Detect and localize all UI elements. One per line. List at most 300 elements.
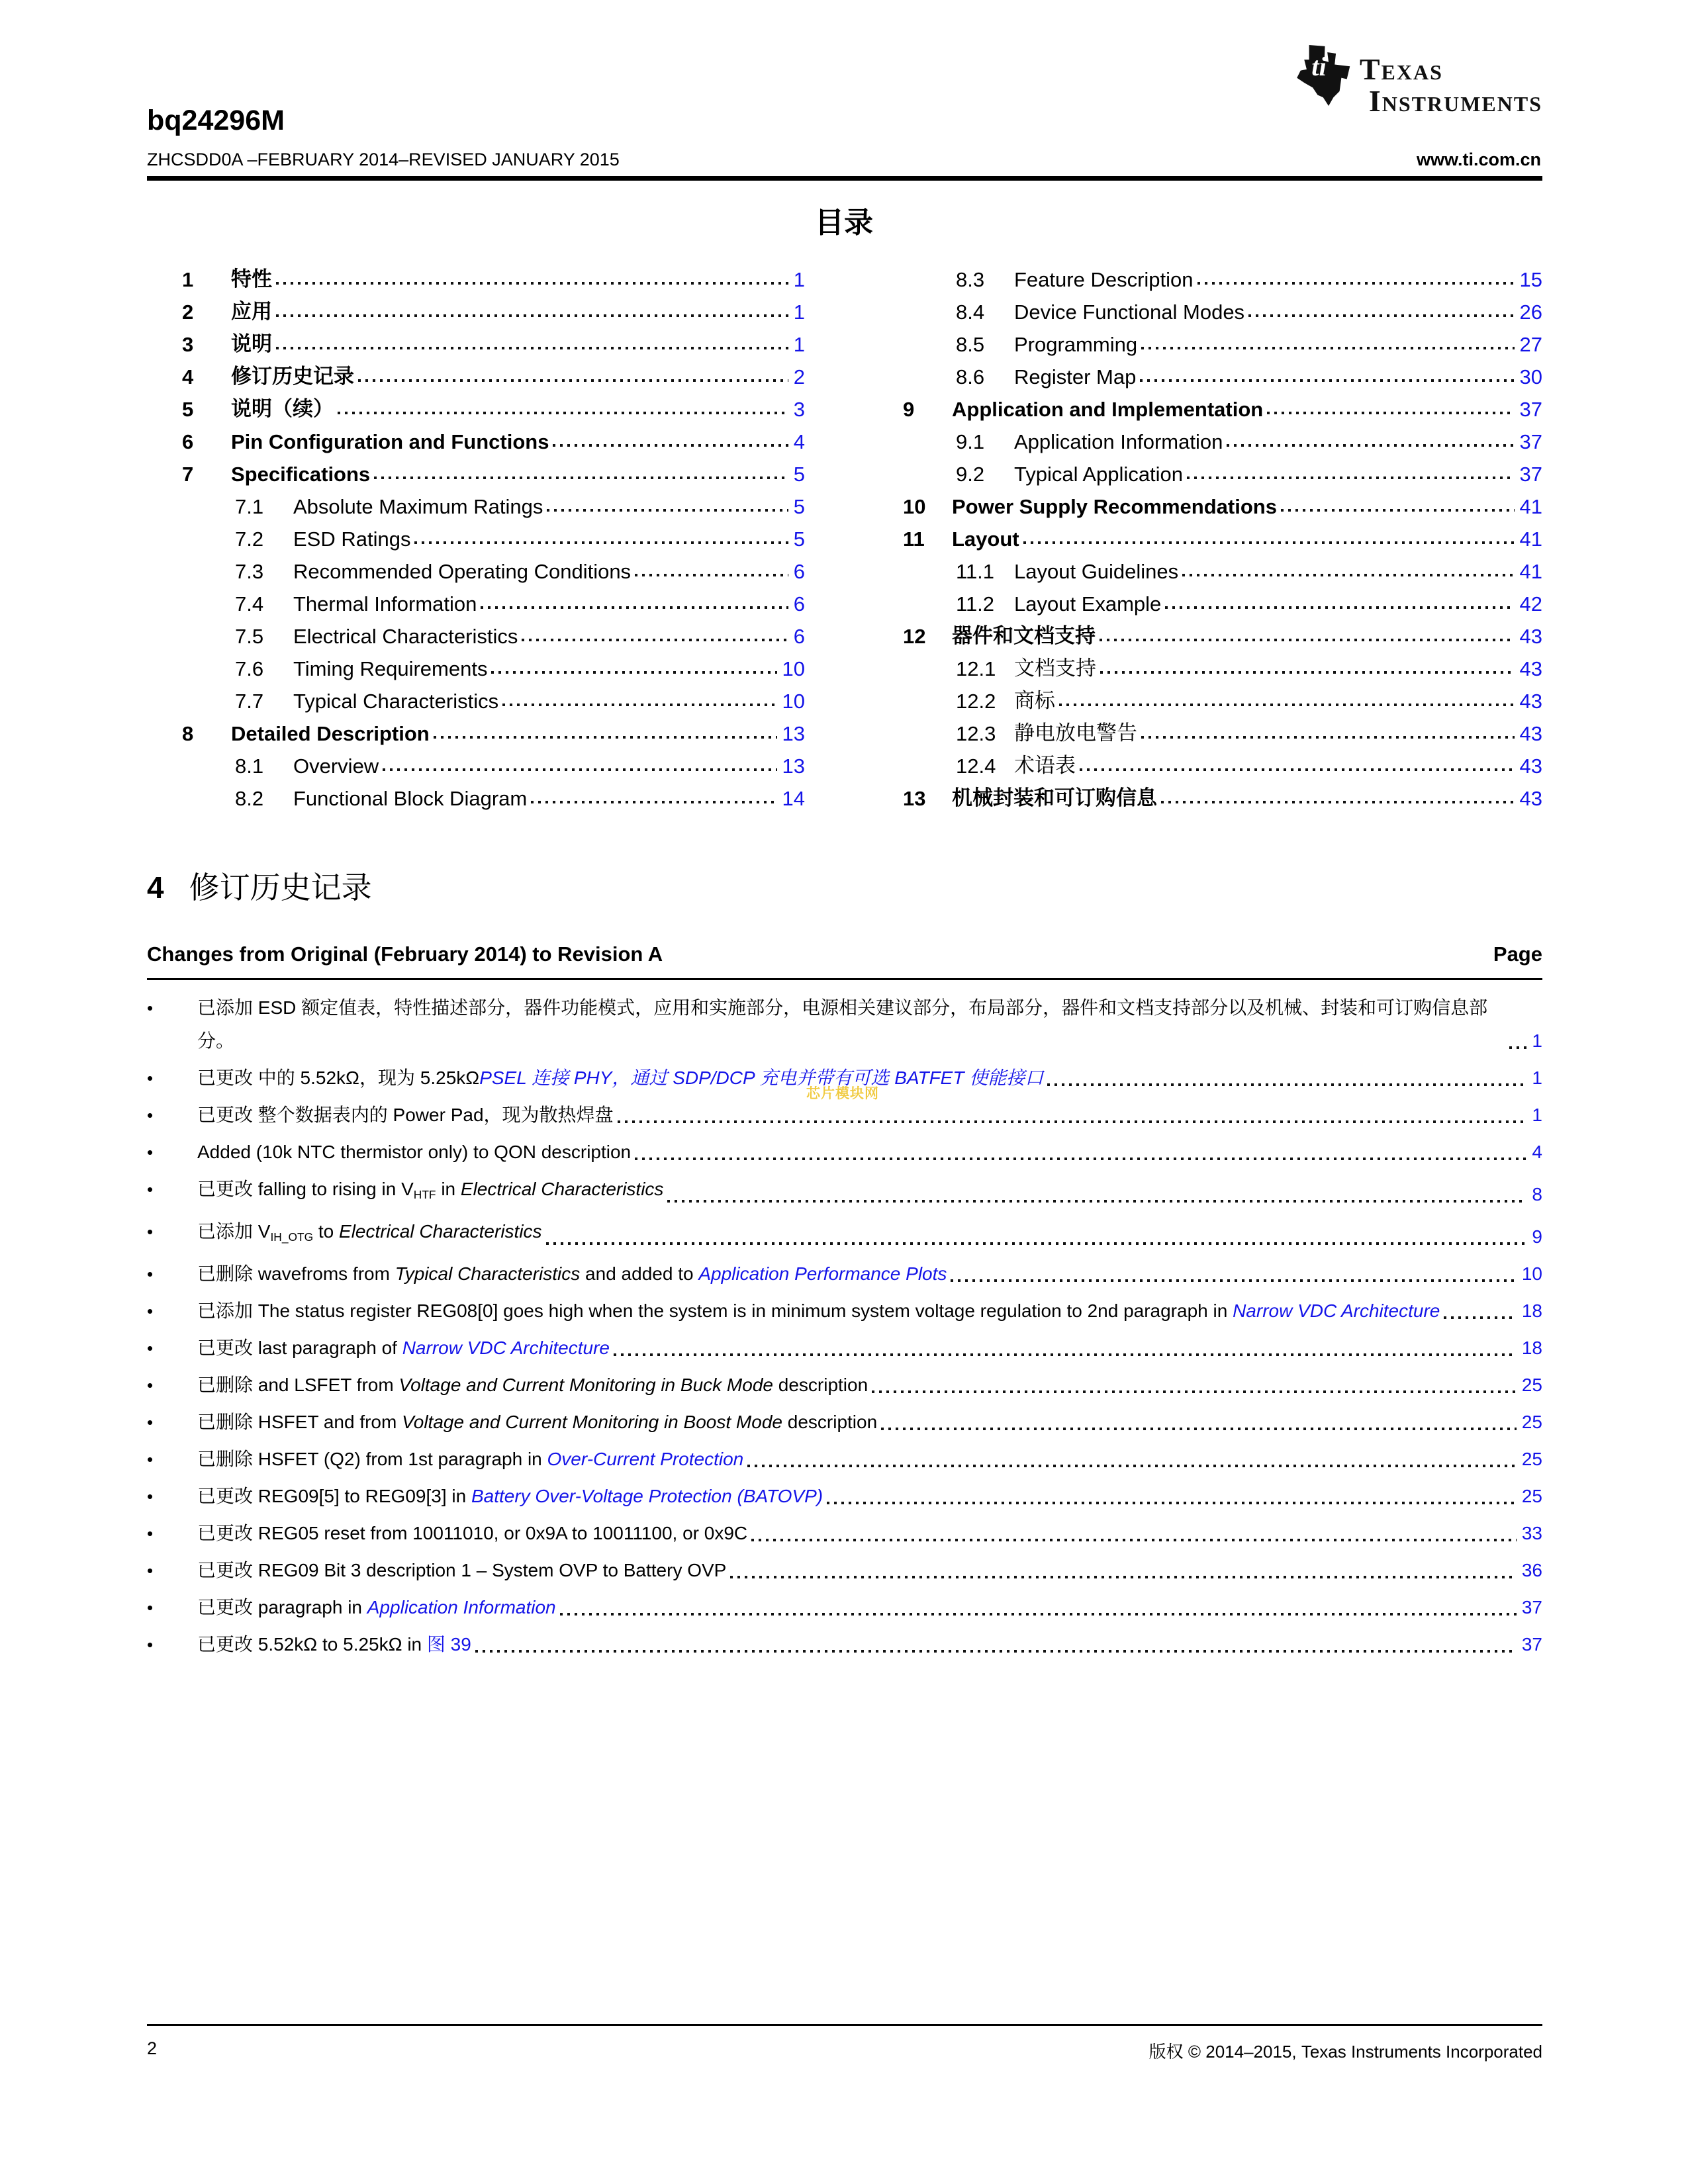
revision-text-segment: 已更改 REG09 Bit 3 description 1 – System OVP to Battery OVP xyxy=(197,1559,727,1580)
toc-page-link[interactable]: 43 xyxy=(1519,625,1542,648)
bullet-icon: • xyxy=(147,1486,154,1506)
toc-entry-label: Power Supply Recommendations xyxy=(952,495,1277,518)
toc-entry-label: 文档支持 xyxy=(1014,657,1096,680)
revision-page-link[interactable]: 18 xyxy=(1521,1337,1542,1358)
toc-page-link[interactable]: 43 xyxy=(1519,754,1542,778)
toc-entry[interactable] xyxy=(903,551,1542,584)
revision-text-segment: description xyxy=(782,1411,878,1432)
revision-dot-leader xyxy=(951,1279,1516,1282)
ti-website-link[interactable]: www.ti.com.cn xyxy=(1416,150,1541,169)
toc-entry-number: 2 xyxy=(182,300,194,324)
toc-entry[interactable] xyxy=(903,746,1542,778)
toc-dot-leader xyxy=(276,314,788,317)
toc-entry-number: 8.2 xyxy=(235,787,264,810)
toc-entry-number: 7.2 xyxy=(235,527,264,551)
revision-text-segment: Narrow VDC Architecture xyxy=(1233,1300,1440,1321)
revision-page-link[interactable]: 37 xyxy=(1521,1596,1542,1617)
revision-text xyxy=(197,1099,614,1132)
toc-entry-number: 11 xyxy=(903,527,925,551)
footer-copyright: 版权 © 2014–2015, Texas Instruments Incorporated xyxy=(1149,2042,1542,2062)
toc-entry[interactable] xyxy=(903,389,1542,422)
toc-dot-leader xyxy=(1059,704,1515,706)
toc-page-link[interactable]: 14 xyxy=(782,787,805,810)
bullet-icon: • xyxy=(147,998,154,1018)
toc-page-link[interactable]: 43 xyxy=(1519,787,1542,810)
toc-right-column xyxy=(903,259,1542,811)
toc-page-link[interactable]: 13 xyxy=(782,754,805,778)
revision-dot-leader xyxy=(827,1502,1517,1504)
toc-entry-number: 7.4 xyxy=(235,592,264,615)
toc-entry-number: 7.6 xyxy=(235,657,264,680)
changes-header-row xyxy=(147,942,1542,966)
toc-page-link[interactable]: 15 xyxy=(1519,268,1542,291)
toc-entry[interactable] xyxy=(182,778,805,811)
toc-page-link[interactable]: 41 xyxy=(1519,560,1542,583)
toc-entry[interactable] xyxy=(903,486,1542,519)
revision-text-segment: Electrical Characteristics xyxy=(460,1179,664,1199)
toc-dot-leader xyxy=(1161,801,1515,803)
revision-text xyxy=(197,1332,610,1365)
toc-entry-number: 8.4 xyxy=(956,300,985,324)
toc-entry-label: 机械封装和可订购信息 xyxy=(952,786,1157,809)
toc-entry-number: 7.7 xyxy=(235,690,264,713)
toc-entry-label: 修订历史记录 xyxy=(231,365,354,388)
toc-entry[interactable] xyxy=(182,422,805,454)
revision-text xyxy=(197,1517,747,1550)
bullet-icon: • xyxy=(147,1179,154,1199)
revision-item xyxy=(147,1480,1542,1513)
toc-title: 目录 xyxy=(815,206,873,239)
toc-entry-number: 12.2 xyxy=(956,690,996,713)
revision-text-segment: 已更改 5.52kΩ to 5.25kΩ in xyxy=(197,1633,427,1655)
toc-dot-leader xyxy=(1140,379,1514,382)
toc-entry-label: Programming xyxy=(1014,333,1138,356)
toc-dot-leader xyxy=(358,379,788,382)
toc-entry-label: Recommended Operating Conditions xyxy=(293,560,632,583)
watermark: 芯片模块网 xyxy=(806,1086,879,1101)
toc-page-link[interactable]: 3 xyxy=(793,398,805,421)
revision-dot-leader xyxy=(475,1650,1517,1653)
toc-entry-label: Application Information xyxy=(1014,430,1223,453)
bullet-icon: • xyxy=(147,1634,154,1655)
logo-texas-label: Texas xyxy=(1359,52,1443,86)
toc-entry[interactable] xyxy=(182,259,805,292)
revision-text-segment: to xyxy=(313,1220,340,1242)
toc-page-link[interactable]: 4 xyxy=(793,430,805,453)
toc-entry-number: 4 xyxy=(182,365,194,388)
revision-item xyxy=(147,1136,1542,1169)
revision-dot-leader xyxy=(730,1576,1516,1578)
revision-text-segment: and added to xyxy=(580,1263,699,1284)
revision-dot-leader xyxy=(614,1353,1517,1356)
toc-entry[interactable] xyxy=(182,584,805,616)
revision-text-segment: 已删除 HSFET (Q2) from 1st paragraph in xyxy=(197,1448,547,1469)
toc-entry-number: 8.1 xyxy=(235,754,264,778)
doc-revision-line: ZHCSDD0A –FEBRUARY 2014–REVISED JANUARY 2015 xyxy=(147,150,620,169)
part-number: bq24296M xyxy=(147,105,285,136)
toc-page-link[interactable]: 10 xyxy=(782,690,805,713)
revision-page-link[interactable]: 1 xyxy=(1532,1105,1542,1125)
revision-text-segment: 已删除 HSFET and from xyxy=(197,1411,402,1432)
toc-page-link[interactable]: 5 xyxy=(793,495,805,518)
toc-entry-number: 9.1 xyxy=(956,430,985,453)
toc-entry[interactable] xyxy=(182,649,805,681)
revision-page-link[interactable]: 36 xyxy=(1521,1559,1542,1580)
revision-dot-leader xyxy=(1444,1316,1517,1319)
revision-text xyxy=(197,1257,947,1291)
revision-item xyxy=(147,1215,1542,1253)
revision-text-segment: IH_OTG xyxy=(270,1230,314,1244)
revision-page-link[interactable]: 25 xyxy=(1521,1411,1542,1432)
toc-page-link[interactable]: 37 xyxy=(1519,430,1542,453)
toc-entry-label: Typical Application xyxy=(1014,463,1184,486)
toc-dot-leader xyxy=(502,704,776,706)
revision-text-segment: Over-Current Protection xyxy=(547,1448,744,1469)
revision-text-segment: PSEL 连接 PHY，通过 SDP/DCP 充电并带有可选 BATFET 使能接口 xyxy=(479,1068,1044,1088)
toc-entry[interactable] xyxy=(903,649,1542,681)
revision-page-link[interactable]: 9 xyxy=(1532,1226,1542,1247)
toc-entry[interactable] xyxy=(903,324,1542,357)
toc-entry[interactable] xyxy=(182,486,805,519)
revision-page-link[interactable]: 1 xyxy=(1532,1068,1542,1088)
toc-entry-number: 10 xyxy=(903,495,926,518)
bullet-icon: • xyxy=(147,1300,154,1321)
toc-page-link[interactable]: 42 xyxy=(1519,592,1542,615)
revision-text xyxy=(197,991,1505,1058)
toc-dot-leader xyxy=(1100,671,1515,674)
revision-dot-leader xyxy=(635,1158,1526,1160)
toc-entry[interactable] xyxy=(903,292,1542,324)
revision-dot-leader xyxy=(667,1200,1526,1203)
revision-item xyxy=(147,1099,1542,1132)
toc-entry-label: 说明 xyxy=(231,332,272,355)
revision-text-segment: 已删除 wavefroms from xyxy=(197,1263,395,1284)
toc-entry-number: 8.5 xyxy=(956,333,985,356)
toc-page-link[interactable]: 30 xyxy=(1519,365,1542,388)
toc-dot-leader xyxy=(491,671,776,674)
revision-item xyxy=(147,1517,1542,1550)
bullet-icon: • xyxy=(147,1523,154,1543)
revision-text xyxy=(197,1480,823,1513)
revision-page-link[interactable]: 10 xyxy=(1521,1263,1542,1284)
revision-text xyxy=(197,1295,1440,1328)
header-rule xyxy=(147,176,1542,181)
toc-entry[interactable] xyxy=(182,681,805,713)
bullet-icon: • xyxy=(147,1449,154,1469)
toc-dot-leader xyxy=(276,282,788,285)
revision-item xyxy=(147,1406,1542,1439)
revision-dot-leader xyxy=(1509,1046,1526,1049)
toc-dot-leader xyxy=(414,541,788,544)
revision-item xyxy=(147,1443,1542,1476)
toc-entry-number: 7.3 xyxy=(235,560,264,583)
toc-entry-label: Application and Implementation xyxy=(952,398,1264,421)
toc-page-link[interactable]: 43 xyxy=(1519,657,1542,680)
toc-dot-leader xyxy=(1023,541,1515,544)
toc-entry-number: 6 xyxy=(182,430,194,453)
revision-item xyxy=(147,1173,1542,1211)
toc-dot-leader xyxy=(374,477,788,479)
toc-page-link[interactable]: 10 xyxy=(782,657,805,680)
page-column-label: Page xyxy=(1493,942,1542,966)
toc-dot-leader xyxy=(1141,347,1514,349)
revision-page-link[interactable]: 25 xyxy=(1521,1448,1542,1469)
toc-entry-number: 7 xyxy=(182,463,194,486)
toc-page-link[interactable]: 43 xyxy=(1519,690,1542,713)
toc-entry-number: 9 xyxy=(903,398,915,421)
toc-entry-label: Layout Guidelines xyxy=(1014,560,1179,583)
toc-entry[interactable] xyxy=(182,616,805,649)
toc-entry-label: Specifications xyxy=(231,463,371,486)
revision-page-link[interactable]: 25 xyxy=(1521,1485,1542,1506)
revision-text-segment: Electrical Characteristics xyxy=(339,1220,542,1242)
revision-text-segment: description xyxy=(773,1374,868,1395)
revision-text-segment: 已更改 falling to rising in V xyxy=(197,1179,414,1199)
toc-entry[interactable] xyxy=(182,519,805,551)
bullet-icon: • xyxy=(147,1560,154,1580)
bullet-icon: • xyxy=(147,1412,154,1432)
section-4-number: 4 xyxy=(147,870,164,905)
revision-text xyxy=(197,1443,743,1476)
toc-entry[interactable] xyxy=(903,616,1542,649)
revision-item xyxy=(147,1332,1542,1365)
revision-page-link[interactable]: 18 xyxy=(1521,1300,1542,1321)
toc-dot-leader xyxy=(553,444,788,447)
revision-page-link[interactable]: 1 xyxy=(1532,1030,1542,1051)
revision-dot-leader xyxy=(560,1613,1517,1615)
toc-page-link[interactable]: 13 xyxy=(782,722,805,745)
revision-text-segment: Application Information xyxy=(367,1596,556,1617)
toc-page-link[interactable]: 27 xyxy=(1519,333,1542,356)
toc-entry[interactable] xyxy=(903,519,1542,551)
toc-entry-label: Thermal Information xyxy=(293,592,477,615)
revision-text-segment: 已更改 paragraph in xyxy=(197,1596,367,1617)
toc-entry[interactable] xyxy=(903,713,1542,746)
toc-entry-label: 应用 xyxy=(231,300,272,323)
toc-entry[interactable] xyxy=(182,713,805,746)
toc-entry-number: 5 xyxy=(182,398,194,421)
revision-text-segment: 已更改 中的 5.52kΩ，现为 5.25kΩ xyxy=(197,1068,480,1088)
revision-text-segment: Battery Over-Voltage Protection (BATOVP) xyxy=(471,1485,823,1506)
toc-entry-number: 8 xyxy=(182,722,194,745)
toc-entry-label: Pin Configuration and Functions xyxy=(231,430,549,453)
revision-item xyxy=(147,1591,1542,1624)
revision-item xyxy=(147,1628,1542,1661)
revision-text-segment: 已更改 REG09[5] to REG09[3] in xyxy=(197,1485,471,1506)
revision-text xyxy=(197,1215,542,1253)
toc-entry-label: Feature Description xyxy=(1014,268,1194,291)
footer-rule xyxy=(147,2024,1542,2026)
revision-page-link[interactable]: 37 xyxy=(1521,1633,1542,1655)
toc-entry-label: ESD Ratings xyxy=(293,527,411,551)
toc-entry-label: 器件和文档支持 xyxy=(952,624,1096,647)
revision-page-link[interactable]: 8 xyxy=(1532,1183,1542,1205)
toc-entry-label: Functional Block Diagram xyxy=(293,787,528,810)
revision-dot-leader xyxy=(751,1539,1517,1541)
revision-page-link[interactable]: 25 xyxy=(1521,1374,1542,1395)
toc-left-column xyxy=(182,259,805,811)
revision-item xyxy=(147,1257,1542,1291)
revision-item xyxy=(147,1554,1542,1587)
ti-logo-wordmark xyxy=(1360,54,1542,116)
ti-texas-map-icon xyxy=(1291,44,1352,107)
toc-dot-leader xyxy=(276,347,788,349)
toc-entry-number: 11.2 xyxy=(956,592,995,615)
revision-text xyxy=(197,1369,868,1402)
toc-entry-label: Register Map xyxy=(1014,365,1137,388)
toc-dot-leader xyxy=(1267,412,1514,414)
revision-text-segment: 图 39 xyxy=(426,1633,471,1655)
bullet-icon: • xyxy=(147,1221,154,1242)
revision-page-link[interactable]: 33 xyxy=(1521,1522,1542,1543)
revision-text xyxy=(197,1406,877,1439)
toc-page-link[interactable]: 1 xyxy=(793,300,805,324)
toc-entry-label: Layout xyxy=(952,527,1019,551)
bullet-icon: • xyxy=(147,1375,154,1395)
toc-entry[interactable] xyxy=(903,357,1542,389)
bullet-icon: • xyxy=(147,1142,154,1162)
toc-page-link[interactable]: 6 xyxy=(793,592,805,615)
revision-dot-leader xyxy=(546,1242,1527,1245)
revision-text-segment: Voltage and Current Monitoring in Boost Mode xyxy=(402,1411,782,1432)
toc-entry-number: 11.1 xyxy=(956,560,995,583)
toc-entry-number: 8.6 xyxy=(956,365,985,388)
toc-entry-number: 12.3 xyxy=(956,722,996,745)
revision-text-segment: 已添加 V xyxy=(197,1220,271,1242)
revision-text-segment: 已添加 ESD 额定值表，特性描述部分，器件功能模式，应用和实施部分，电源相关建议部分，布局部分，器件和文档支持部分以及机械、封装和可订购信息部分。 xyxy=(197,997,1488,1051)
revision-text-segment: Added (10k NTC thermistor only) to QON description xyxy=(197,1142,632,1162)
toc-dot-leader xyxy=(1248,314,1514,317)
toc-page-link[interactable]: 37 xyxy=(1519,463,1542,486)
svg-text:ti: ti xyxy=(1311,52,1327,81)
toc-entry[interactable] xyxy=(182,746,805,778)
revision-item xyxy=(147,1369,1542,1402)
revision-text xyxy=(197,1136,631,1169)
toc-dot-leader xyxy=(1227,444,1514,447)
toc-entry[interactable] xyxy=(903,584,1542,616)
toc-entry-number: 12.1 xyxy=(956,657,996,680)
toc-page-link[interactable]: 6 xyxy=(793,625,805,648)
toc-entry[interactable] xyxy=(903,259,1542,292)
revision-item xyxy=(147,991,1542,1058)
bullet-icon: • xyxy=(147,1105,154,1125)
changes-header-rule xyxy=(147,978,1542,980)
toc-dot-leader xyxy=(1182,574,1514,576)
toc-page-link[interactable]: 5 xyxy=(793,463,805,486)
toc-entry-number: 12 xyxy=(903,625,926,648)
toc-entry-number: 3 xyxy=(182,333,194,356)
toc-entry[interactable] xyxy=(903,422,1542,454)
toc-entry[interactable] xyxy=(182,357,805,389)
toc-page-link[interactable]: 6 xyxy=(793,560,805,583)
toc-entry-label: 静电放电警告 xyxy=(1014,721,1137,745)
toc-entry[interactable] xyxy=(182,454,805,486)
revision-text-segment: 已更改 整个数据表内的 Power Pad，现为散热焊盘 xyxy=(197,1105,614,1125)
revision-text xyxy=(197,1173,663,1211)
revision-text-segment: Application Performance Plots xyxy=(698,1263,947,1284)
revision-text-segment: 已更改 REG05 reset from 10011010, or 0x9A to 10011100, or 0x9C xyxy=(197,1522,748,1543)
toc-entry-label: Electrical Characteristics xyxy=(293,625,518,648)
revision-dot-leader xyxy=(618,1120,1527,1123)
toc-dot-leader xyxy=(338,412,788,414)
toc-page-link[interactable]: 26 xyxy=(1519,300,1542,324)
toc-page-link[interactable]: 5 xyxy=(793,527,805,551)
toc-entry-label: 说明（续） xyxy=(231,397,334,420)
toc-entry-label: 特性 xyxy=(231,267,272,291)
toc-dot-leader xyxy=(1100,639,1515,641)
toc-entry-number: 12.4 xyxy=(956,754,996,778)
revision-text-segment: 已添加 The status register REG08[0] goes high when the system is in minimum system voltage regulation to 2nd paragraph in xyxy=(197,1300,1233,1321)
revision-dot-leader xyxy=(872,1390,1517,1393)
toc-page-link[interactable]: 1 xyxy=(793,333,805,356)
logo-instruments-label: Instruments xyxy=(1368,84,1542,118)
toc-dot-leader xyxy=(635,574,788,576)
toc-page-link[interactable]: 41 xyxy=(1519,527,1542,551)
toc-entry-label: 术语表 xyxy=(1014,754,1076,777)
toc-entry-number: 7.5 xyxy=(235,625,264,648)
toc-dot-leader xyxy=(383,768,776,771)
toc-dot-leader xyxy=(1141,736,1515,739)
bullet-icon: • xyxy=(147,1263,154,1284)
toc-dot-leader xyxy=(481,606,788,609)
revision-dot-leader xyxy=(881,1428,1517,1430)
toc-dot-leader xyxy=(1165,606,1514,609)
revision-page-link[interactable]: 4 xyxy=(1532,1142,1542,1162)
toc-dot-leader xyxy=(1281,509,1515,512)
footer-page-number: 2 xyxy=(147,2038,158,2058)
toc-dot-leader xyxy=(1197,282,1515,285)
toc-dot-leader xyxy=(522,639,788,641)
toc-dot-leader xyxy=(434,736,777,739)
toc-page-link[interactable]: 43 xyxy=(1519,722,1542,745)
revision-text-segment: HTF xyxy=(413,1187,436,1201)
revision-dot-leader xyxy=(747,1465,1517,1467)
toc-entry[interactable] xyxy=(903,778,1542,811)
toc-dot-leader xyxy=(1187,477,1514,479)
toc-entry-label: Device Functional Modes xyxy=(1014,300,1245,324)
toc-page-link[interactable]: 1 xyxy=(793,268,805,291)
toc-entry[interactable] xyxy=(182,551,805,584)
toc-entry[interactable] xyxy=(903,454,1542,486)
toc-entry-number: 13 xyxy=(903,787,926,810)
toc-entry-number: 8.3 xyxy=(956,268,985,291)
revision-text xyxy=(197,1591,556,1624)
toc-entry[interactable] xyxy=(903,681,1542,713)
bullet-icon: • xyxy=(147,1338,154,1358)
revision-text xyxy=(197,1554,726,1587)
revision-item xyxy=(147,1295,1542,1328)
toc-page-link[interactable]: 41 xyxy=(1519,495,1542,518)
revision-text xyxy=(197,1062,1043,1095)
section-4-heading xyxy=(147,864,372,907)
toc-entry-label: Layout Example xyxy=(1014,592,1162,615)
revision-text xyxy=(197,1628,471,1661)
revision-text-segment: 已更改 last paragraph of xyxy=(197,1337,402,1358)
revision-text-segment: 已删除 and LSFET from xyxy=(197,1374,399,1395)
section-4-title: 修订历史记录 xyxy=(189,870,372,905)
toc-entry[interactable] xyxy=(182,324,805,357)
revision-text-segment: in xyxy=(436,1179,461,1199)
revision-dot-leader xyxy=(1047,1083,1526,1086)
toc-page-link[interactable]: 2 xyxy=(793,365,805,388)
toc-entry-label: Absolute Maximum Ratings xyxy=(293,495,543,518)
toc-page-link[interactable]: 37 xyxy=(1519,398,1542,421)
bullet-icon: • xyxy=(147,1597,154,1617)
toc-dot-leader xyxy=(547,509,788,512)
toc-entry-label: Overview xyxy=(293,754,379,778)
toc-entry[interactable] xyxy=(182,292,805,324)
toc-entry[interactable] xyxy=(182,389,805,422)
